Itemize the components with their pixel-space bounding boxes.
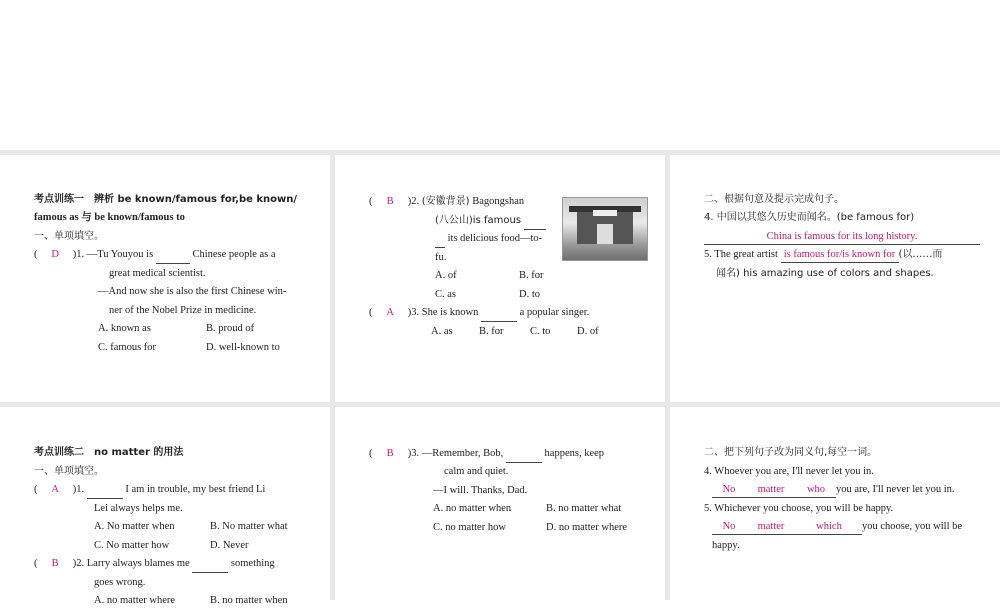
answer-key: D — [51, 249, 59, 260]
question-text: something — [230, 558, 275, 569]
option-b: B. proud of — [206, 323, 255, 334]
panel-no-matter — [0, 407, 330, 606]
question-text: great medical scientist. — [109, 268, 206, 279]
option-a: A. of — [435, 270, 457, 281]
answer-key: B — [386, 448, 394, 459]
question-number: )1. — [72, 484, 85, 495]
question-4: 4. 中国以其悠久历史而闻名。(be famous for) — [704, 212, 915, 223]
answer-key: B — [51, 558, 59, 569]
question-text: Larry always blames me — [86, 558, 190, 569]
option-d: D. well-known to — [206, 342, 280, 353]
answer-word: No — [712, 520, 746, 535]
answer-text: is famous for/is known for — [781, 248, 899, 263]
option-d: D. no matter where — [546, 522, 628, 533]
tag-anhui: (安徽背景) — [421, 196, 470, 207]
question-text: (八公山)is famous — [435, 215, 522, 226]
panel-question-3 — [335, 407, 665, 600]
section-heading: 考点训练二 no matter 的用法 — [34, 447, 184, 458]
option-c: C. no matter how — [433, 522, 506, 533]
hint-text: (以……而 — [898, 249, 943, 260]
question-text: ner of the Nobel Prize in medicine. — [109, 305, 257, 316]
answer-key: A — [51, 484, 59, 495]
subsection-title: 一、单项填空。 — [34, 231, 104, 242]
question-2: ( B )2. (安徽背景) Bagongshan — [369, 193, 524, 211]
question-text — [435, 212, 546, 230]
panel-complete-sentences — [670, 155, 1000, 402]
question-text: She is known — [421, 307, 479, 318]
subsection-title: 二、根据句意及提示完成句子。 — [704, 194, 844, 205]
option-a: A. no matter where — [94, 595, 176, 606]
answer-text: China is famous for its long history. — [704, 230, 980, 245]
question-text: a popular singer. — [519, 307, 590, 318]
question-3: ( A )3. She is known a popular singer. — [369, 304, 589, 322]
question-2: ( B )2. Larry always blames me something — [34, 555, 275, 573]
option-b: B. No matter what — [210, 521, 288, 532]
subsection-title: 一、单项填空。 — [34, 466, 104, 477]
option-a: A. as — [431, 326, 453, 337]
question-text: Lei always helps me. — [94, 503, 183, 514]
option-b: B. no matter what — [546, 503, 622, 514]
option-c: C. as — [435, 289, 456, 300]
question-number: )3. — [407, 448, 420, 459]
panel-questions-2-3 — [335, 155, 665, 402]
answer-word: who — [796, 483, 836, 498]
answer-key: B — [386, 196, 394, 207]
question-text: goes wrong. — [94, 577, 146, 588]
question-4: 4. Whoever you are, I'll never let you in. — [704, 466, 874, 477]
option-d: D. to — [519, 289, 540, 300]
answer-word: No — [712, 483, 746, 498]
question-text: you are, I'll never let you in. — [836, 484, 955, 495]
panel-rewrite-sentences — [670, 407, 1000, 600]
bagongshan-gate-photo — [562, 197, 648, 261]
question-number: )1. — [72, 249, 85, 260]
option-c: C. famous for — [98, 342, 157, 353]
question-number: )2. — [72, 558, 85, 569]
question-text: —Tu Youyou is — [86, 249, 154, 260]
panel-be-known-famous — [0, 155, 330, 402]
question-text — [435, 230, 542, 248]
blank — [192, 572, 228, 573]
question-text: its delicious food—to- — [447, 233, 543, 244]
option-b: B. no matter when — [210, 595, 288, 606]
question-text: you choose, you will be — [862, 521, 963, 532]
option-c: C. No matter how — [94, 540, 170, 551]
answer-word: which — [796, 520, 862, 535]
question-text: —And now she is also the first Chinese win- — [98, 286, 287, 297]
question-text: Bagongshan — [472, 196, 525, 207]
option-b: B. for — [519, 270, 544, 281]
option-b: B. for — [479, 326, 504, 337]
answer-word: matter — [746, 483, 796, 498]
option-d: D. Never — [210, 540, 249, 551]
option-a: A. known as — [98, 323, 151, 334]
question-text: 5. The great artist — [704, 249, 778, 260]
question-1: ( A )1. I am in trouble, my best friend Li — [34, 481, 265, 499]
question-text: Chinese people as a — [192, 249, 276, 260]
question-text: I am in trouble, my best friend Li — [125, 484, 266, 495]
answer-line — [712, 481, 955, 499]
gate-sign — [593, 210, 617, 216]
question-5 — [704, 246, 942, 264]
question-text: happens, keep — [544, 448, 605, 459]
question-number: )2. — [407, 196, 420, 207]
option-a: A. no matter when — [433, 503, 512, 514]
answer-line — [712, 518, 962, 536]
question-1: ( D )1. —Tu Youyou is Chinese people as a — [34, 246, 276, 264]
section-heading-cont: famous as 与 be known/famous to — [34, 212, 185, 223]
question-text: calm and quiet. — [444, 466, 509, 477]
question-text: 闻名) his amazing use of colors and shapes. — [716, 268, 934, 279]
question-text: happy. — [712, 540, 740, 551]
option-c: C. to — [530, 326, 551, 337]
question-text — [716, 265, 934, 283]
option-a: A. No matter when — [94, 521, 175, 532]
question-3: ( B )3. —Remember, Bob, happens, keep — [369, 445, 604, 463]
answer-key: A — [386, 307, 394, 318]
question-number: )3. — [407, 307, 420, 318]
question-text: —I will. Thanks, Dad. — [433, 485, 528, 496]
answer-line — [704, 228, 980, 246]
question-text: —Remember, Bob, — [421, 448, 504, 459]
option-d: D. of — [577, 326, 599, 337]
subsection-title: 二、把下列句子改为同义句,每空一词。 — [704, 447, 878, 458]
section-heading: 考点训练一 辨析 be known/famous for,be known/ — [34, 194, 298, 205]
question-5: 5. Whichever you choose, you will be happy. — [704, 503, 894, 514]
top-blank-area — [0, 0, 1000, 150]
answer-word: matter — [746, 520, 796, 535]
question-text: fu. — [435, 252, 447, 263]
blank — [506, 462, 542, 463]
